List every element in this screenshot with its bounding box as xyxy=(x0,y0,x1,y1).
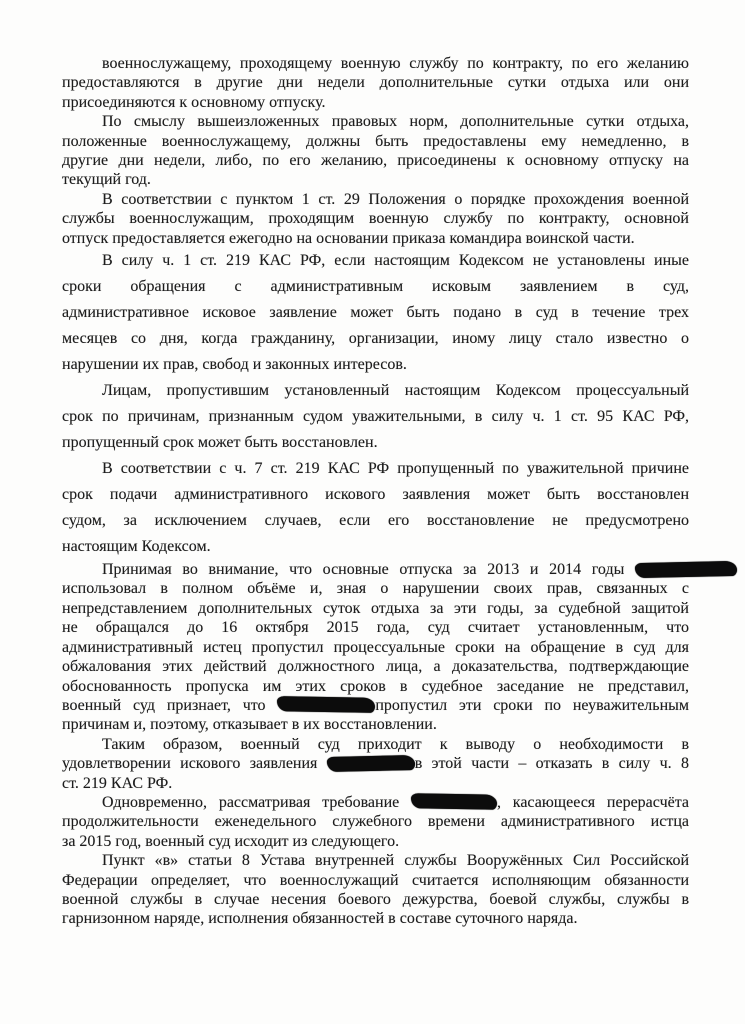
text-line xyxy=(62,404,689,430)
text-line xyxy=(62,677,689,696)
text-segment: обжалования этих действий должностного лица, а доказательства, подтверждающие xyxy=(62,658,689,676)
text-segment: военнослужащему, проходящему военную службу по контракту, по его желанию xyxy=(102,55,689,72)
text-segment: срок подачи административного искового заявления может быть восстановлен xyxy=(62,486,689,504)
text-segment: Одновременно, рассматривая требование xyxy=(102,793,412,811)
text-line xyxy=(62,793,689,812)
text-segment: Таким образом, военный суд приходит к выводу о необходимости в xyxy=(102,735,689,753)
text-segment: месяцев со дня, когда гражданину, организации, иному лицу стало известно о xyxy=(62,330,689,348)
text-line xyxy=(62,812,689,831)
text-line xyxy=(62,456,689,482)
text-segment: Пункт «в» статьи 8 Устава внутренней службы Вооружённых Сил Российской xyxy=(102,852,689,870)
text-line xyxy=(62,890,689,909)
text-segment: за 2015 год, военный суд исходит из следующего. xyxy=(62,832,400,850)
text-line xyxy=(62,352,689,378)
text-segment: военной службы в случае несения боевого дежурства, боевой службы, службы в xyxy=(62,890,689,908)
redaction-mark xyxy=(635,560,737,577)
redaction-mark xyxy=(277,697,375,714)
redaction-mark xyxy=(327,755,415,772)
text-line xyxy=(62,326,689,352)
text-line xyxy=(62,209,689,228)
text-line xyxy=(62,579,689,598)
text-line xyxy=(62,132,689,151)
text-line xyxy=(62,300,689,326)
text-segment: не обращался до 16 октября 2015 года, суд считает установленным, что xyxy=(62,619,689,637)
text-segment: административное исковое заявление может быть подано в суд в течение трех xyxy=(62,304,689,322)
text-line xyxy=(62,754,689,773)
text-line xyxy=(62,534,689,560)
text-segment: административный истец пропустил процессуальные сроки на обращение в суд для xyxy=(62,638,689,656)
text-segment: непредставлением дополнительных суток отдыха за эти годы, за судебной защитой xyxy=(62,599,689,617)
text-line xyxy=(62,851,689,870)
text-segment: ст. 219 КАС РФ. xyxy=(62,774,173,792)
text-segment: настоящим Кодексом. xyxy=(62,538,211,556)
paragraph-6 xyxy=(62,456,689,560)
text-line xyxy=(62,508,689,534)
paragraph-8 xyxy=(62,735,689,793)
text-segment: использовал в полном объёме и, зная о нарушении своих прав, связанных с xyxy=(62,580,689,598)
text-line xyxy=(62,909,689,928)
paragraph-10 xyxy=(62,851,689,929)
text-line xyxy=(62,430,689,456)
text-line xyxy=(62,715,689,734)
text-segment: другие дни недели, либо, по его желанию, присоединены к основному отпуску на xyxy=(62,152,689,170)
text-line xyxy=(62,54,689,73)
text-segment: судом, за исключением случаев, если его восстановление не предусмотрено xyxy=(62,512,689,530)
text-segment: Федерации определяет, что военнослужащий считается исполняющим обязанности xyxy=(62,871,689,889)
text-segment: продолжительности еженедельного служебного времени административного истца xyxy=(62,813,689,831)
text-segment: По смыслу вышеизложенных правовых норм, дополнительные сутки отдыха, xyxy=(102,113,689,131)
text-line xyxy=(62,618,689,637)
text-segment: пропущенный срок может быть восстановлен. xyxy=(62,434,378,452)
text-line xyxy=(62,170,689,189)
paragraph-5 xyxy=(62,378,689,456)
text-segment: нарушении их прав, свобод и законных интересов. xyxy=(62,356,407,374)
paragraph-4 xyxy=(62,248,689,378)
text-segment: положенные военнослужащему, должны быть предоставлены ему немедленно, в xyxy=(62,132,689,150)
text-segment: отпуск предоставляется ежегодно на основании приказа командира воинской части. xyxy=(62,229,635,247)
text-line xyxy=(62,657,689,676)
redaction-mark xyxy=(411,794,497,810)
text-line xyxy=(62,248,689,274)
text-segment: в этой части – отказать в силу ч. 8 xyxy=(414,755,690,773)
text-line xyxy=(62,599,689,618)
text-segment: В соответствии с ч. 7 ст. 219 КАС РФ пропущенный по уважительной причине xyxy=(102,460,689,478)
text-line xyxy=(62,832,689,851)
text-line xyxy=(62,638,689,657)
paragraph-7 xyxy=(62,560,689,735)
text-line xyxy=(62,93,689,112)
text-segment: срок по причинам, признанным судом уважительными, в силу ч. 1 ст. 95 КАС РФ, xyxy=(62,408,689,426)
text-line xyxy=(62,482,689,508)
text-segment: , касающееся перерасчёта xyxy=(497,793,689,811)
text-segment: гарнизонном наряде, исполнения обязанностей в составе суточного наряда. xyxy=(62,910,578,928)
text-line xyxy=(62,378,689,404)
text-segment: текущий год. xyxy=(62,171,151,189)
text-segment: службы военнослужащим, проходящим военную службу по контракту, основной xyxy=(62,210,689,228)
text-line xyxy=(62,274,689,300)
text-line xyxy=(62,190,689,209)
text-line xyxy=(62,871,689,890)
text-segment: В силу ч. 1 ст. 219 КАС РФ, если настоящим Кодексом не установлены иные xyxy=(102,252,689,270)
text-line xyxy=(62,73,689,92)
text-line xyxy=(62,151,689,170)
text-line xyxy=(62,774,689,793)
text-line xyxy=(62,696,689,715)
paragraph-2 xyxy=(62,112,689,190)
text-segment: предоставляются в другие дни недели дополнительные сутки отдыха или они xyxy=(62,74,689,92)
text-line xyxy=(62,229,689,248)
text-segment: пропустил эти сроки по неуважительным xyxy=(375,696,690,714)
paragraph-3 xyxy=(62,190,689,248)
text-segment: удовлетворении искового заявления xyxy=(62,755,327,773)
text-segment: Лицам, пропустившим установленный настоящим Кодексом процессуальный xyxy=(102,382,689,400)
paragraph-9 xyxy=(62,793,689,851)
text-segment: В соответствии с пунктом 1 ст. 29 Положения о порядке прохождения военной xyxy=(102,190,689,208)
paragraph-1 xyxy=(62,54,689,112)
text-line xyxy=(62,560,689,579)
text-segment: причинам и, поэтому, отказывает в их восстановлении. xyxy=(62,716,437,734)
text-segment: Принимая во внимание, что основные отпуска за 2013 и 2014 годы xyxy=(102,561,635,579)
text-segment: обоснованность пропуска им этих сроков в судебное заседание не представил, xyxy=(62,677,689,695)
text-segment: присоединяются к основному отпуску. xyxy=(62,93,326,111)
text-line xyxy=(62,735,689,754)
text-line xyxy=(62,112,689,131)
text-segment: военный суд признает, что xyxy=(62,696,278,714)
document-text xyxy=(62,54,689,929)
text-segment: сроки обращения с административным исковым заявлением в суд, xyxy=(62,278,689,296)
